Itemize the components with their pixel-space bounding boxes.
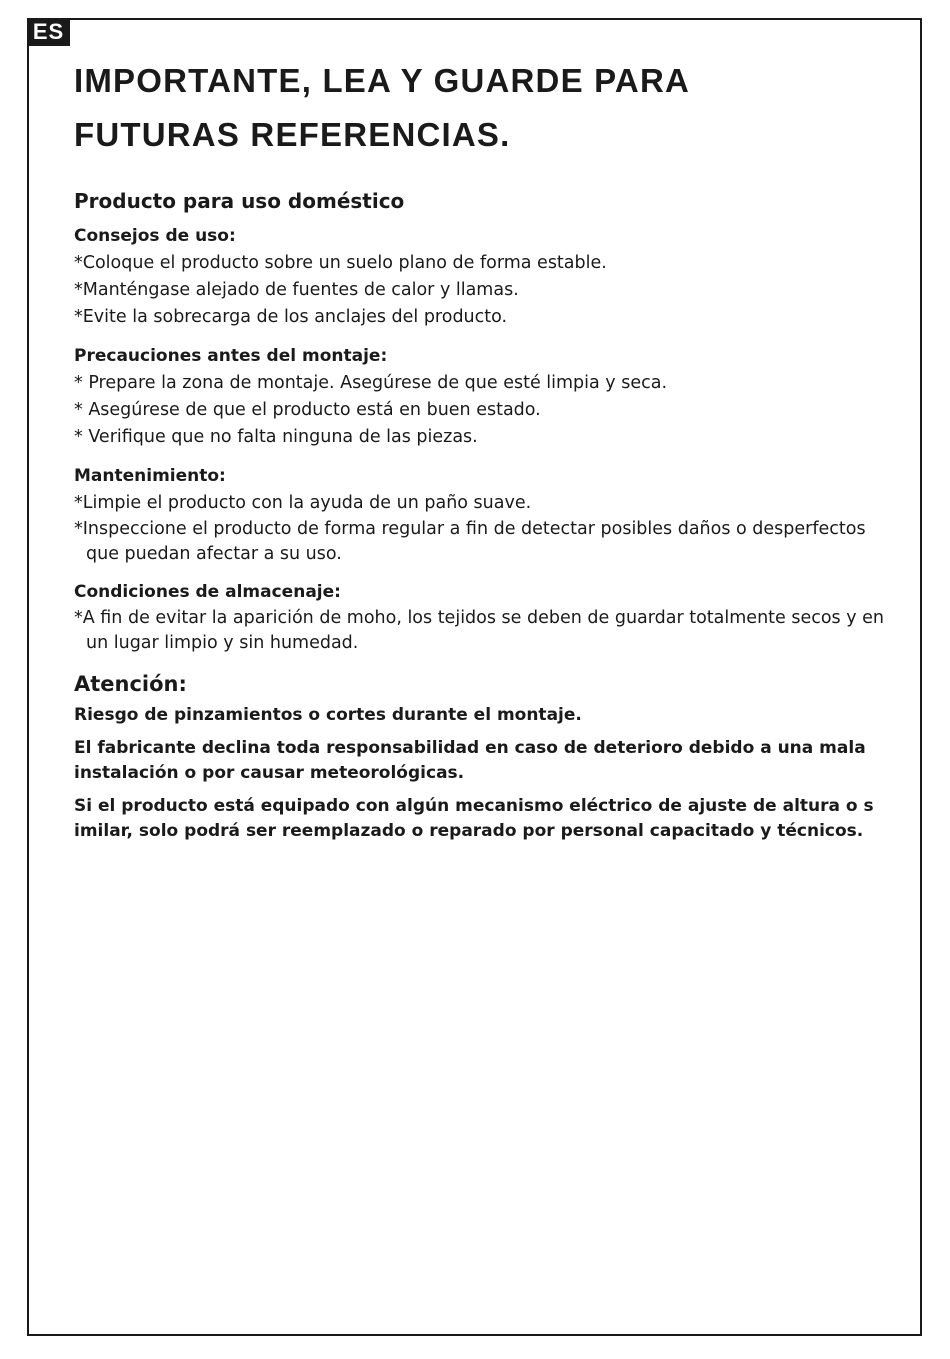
list-item: *Inspeccione el producto de forma regular a fin de detectar posibles daños o desperfectos que puedan afectar a su uso. — [74, 519, 866, 564]
page-title-line-2: FUTURAS REFERENCIAS. — [74, 116, 511, 153]
document-body — [74, 186, 894, 852]
section-heading: Mantenimiento: — [74, 466, 226, 486]
attention-heading: Atención: — [74, 672, 187, 696]
section-heading: Consejos de uso: — [74, 226, 236, 246]
attention-line: El fabricante declina toda responsabilidad en caso de deterioro debido a una mala instalación o por causar meteorológicas. — [74, 738, 866, 783]
attention-line: Riesgo de pinzamientos o cortes durante el montaje. — [74, 705, 582, 725]
list-item: * Asegúrese de que el producto está en buen estado. — [74, 400, 541, 420]
section-heading: Condiciones de almacenaje: — [74, 582, 341, 602]
section-usage-tips — [74, 224, 894, 331]
attention-block — [74, 669, 894, 844]
list-item: *Evite la sobrecarga de los anclajes del producto. — [74, 307, 508, 327]
subtitle: Producto para uso doméstico — [74, 189, 405, 213]
page-title-line-1: IMPORTANTE, LEA Y GUARDE PARA — [74, 62, 691, 99]
list-item: *A fin de evitar la aparición de moho, los tejidos se deben de guardar totalmente secos y en un lugar limpio y sin humedad. — [74, 608, 885, 653]
list-item: *Limpie el producto con la ayuda de un paño suave. — [74, 493, 532, 513]
language-badge: ES — [27, 18, 70, 46]
section-assembly-precautions — [74, 344, 894, 451]
list-item: * Prepare la zona de montaje. Asegúrese de que esté limpia y seca. — [74, 373, 668, 393]
list-item: *Manténgase alejado de fuentes de calor y llamas. — [74, 280, 519, 300]
section-storage-conditions — [74, 580, 894, 656]
list-item: * Verifique que no falta ninguna de las piezas. — [74, 427, 478, 447]
section-heading: Precauciones antes del montaje: — [74, 346, 388, 366]
page-title — [74, 54, 874, 162]
attention-line: Si el producto está equipado con algún mecanismo eléctrico de ajuste de altura o s imilar, solo podrá ser reemplazado o reparado por personal capacitado y técnicos. — [74, 796, 874, 841]
section-maintenance — [74, 464, 894, 567]
list-item: *Coloque el producto sobre un suelo plano de forma estable. — [74, 253, 607, 273]
